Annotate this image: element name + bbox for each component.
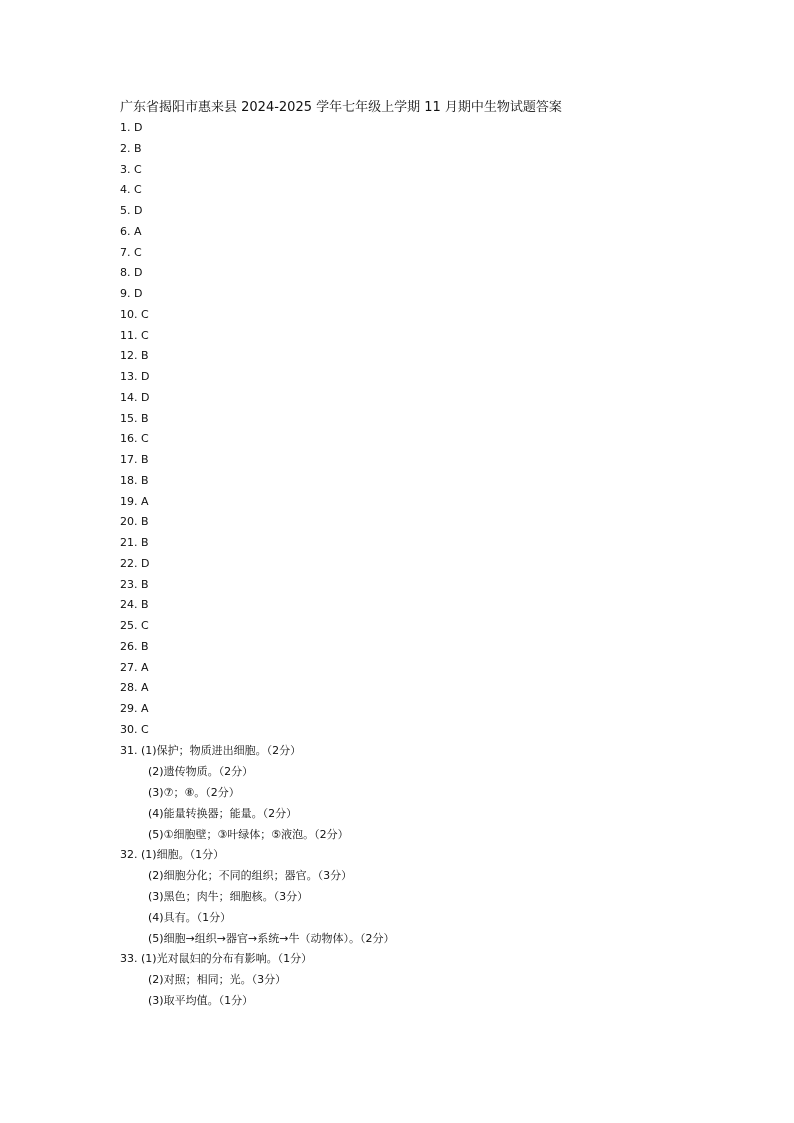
answer-item: 27. A — [120, 660, 149, 674]
answer-item: 25. C — [120, 619, 149, 632]
answer-item: 18. B — [120, 473, 149, 487]
answer-item: 30. C — [120, 722, 149, 736]
answer-item: 28. A — [120, 681, 149, 695]
answer-item: 23. B — [120, 577, 149, 591]
answer-item: 2. B — [120, 141, 142, 155]
q31-part-4: (4)能量转换器；能量。（2分） — [148, 807, 298, 820]
answer-item: 22. D — [120, 556, 150, 570]
q33-part-3: (3)取平均值。（1分） — [148, 994, 254, 1007]
answer-item: 26. B — [120, 639, 149, 653]
answer-item: 10. C — [120, 307, 149, 321]
answer-item: 5. D — [120, 204, 143, 217]
answer-item: 24. B — [120, 598, 149, 612]
answer-item: 19. A — [120, 494, 149, 508]
answer-item: 11. C — [120, 328, 149, 342]
answer-item: 6. A — [120, 224, 142, 238]
q31-part-3: (3)⑦；⑧。（2分） — [148, 786, 240, 799]
answer-item: 13. D — [120, 370, 150, 383]
q31-part-5: (5)①细胞壁；③叶绿体；⑤液泡。（2分） — [148, 828, 349, 841]
q32-part-5: (5)细胞→组织→器官→系统→牛（动物体）。（2分） — [148, 932, 395, 945]
q32-part-2: (2)细胞分化；不同的组织；器官。（3分） — [148, 869, 353, 882]
answer-item: 12. B — [120, 349, 149, 363]
answer-item: 1. D — [120, 121, 143, 134]
q32-part-4: (4)具有。（1分） — [148, 911, 232, 924]
answer-item: 8. D — [120, 266, 143, 280]
answer-item: 21. B — [120, 536, 149, 549]
answer-item: 17. B — [120, 453, 149, 466]
page-title: 广东省揭阳市惠来县 2024-2025 学年七年级上学期 11 月期中生物试题答案 — [120, 100, 562, 115]
answer-item: 9. D — [120, 287, 143, 300]
q31-part-2: (2)遗传物质。（2分） — [148, 765, 254, 778]
answer-item: 7. C — [120, 245, 142, 259]
q33-main: 33. (1)光对鼠妇的分布有影响。（1分） — [120, 952, 313, 965]
answer-item: 14. D — [120, 390, 150, 404]
q31-main: 31. (1)保护；物质进出细胞。（2分） — [120, 744, 302, 757]
q33-part-2: (2)对照；相同；光。（3分） — [148, 973, 287, 986]
answer-item: 16. C — [120, 432, 149, 446]
answer-item: 29. A — [120, 702, 149, 715]
answer-item: 20. B — [120, 515, 149, 529]
q32-main: 32. (1)细胞。（1分） — [120, 848, 225, 861]
answer-item: 4. C — [120, 183, 142, 197]
answer-item: 3. C — [120, 162, 142, 176]
q32-part-3: (3)黑色；肉牛；细胞核。（3分） — [148, 890, 309, 903]
answer-item: 15. B — [120, 411, 149, 425]
